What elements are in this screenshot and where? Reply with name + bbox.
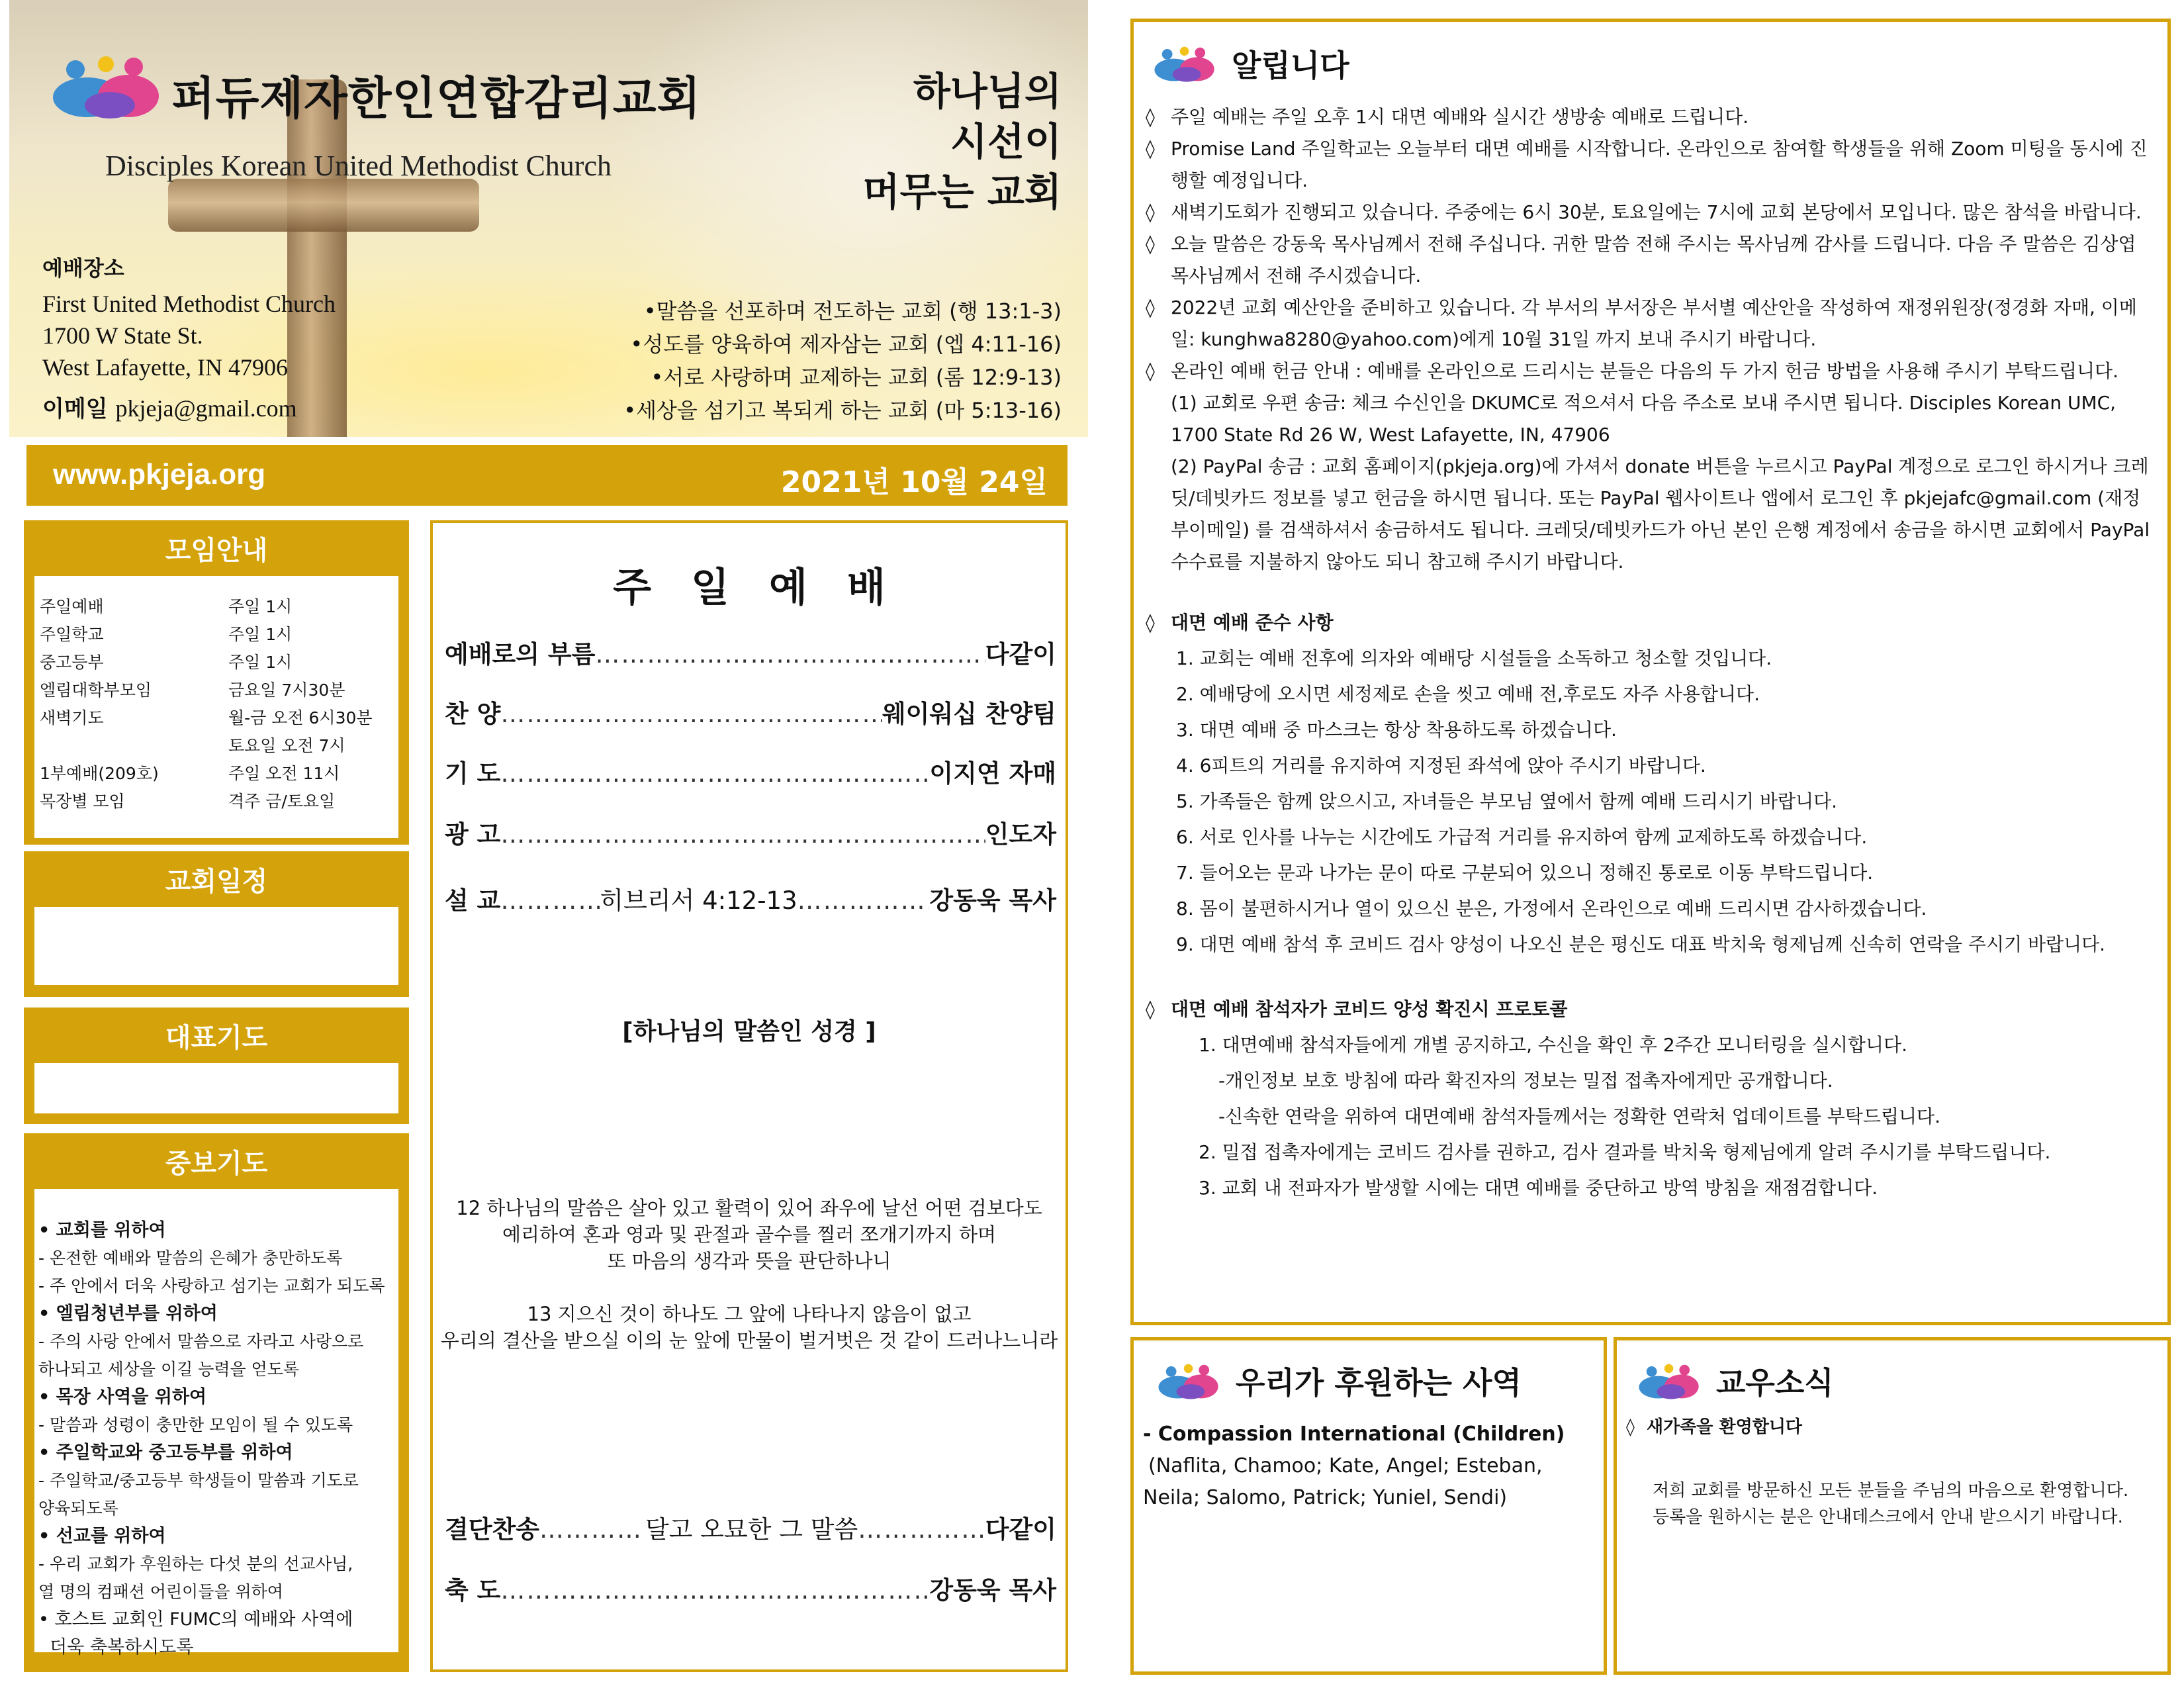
diamond-bullet-icon: ◊ bbox=[1146, 360, 1155, 382]
offering-method: (2) PayPal 송금 : 교회 홈페이지(pkjeja.org)에 가셔서 donate 버튼을 누르시고 PayPal 계정으로 로그인 하시거나 크레딧/데빗카드 정보를 넣고 헌금을 하시면 됩니다. 또는 PayPal 웹사이트나 앱에서 로그인 후 pkjejafc@gmail.com (재정부이메일) 를 검색하셔서 송금하셔도 됩니다. 크레딧/데빗카드가 아닌 본인 은행 계정에서 송금을 하시면 교회에서 PayPal 수수료를 지불하지 않아도 되니 참고해 주시기 바랍니다. bbox=[1171, 455, 2150, 573]
rule-item: 9. 대면 예배 참석 후 코비드 검사 양성이 나오신 분은 평신도 대표 박치욱 형제님께 신속히 연락을 주시기 바랍니다. bbox=[1176, 933, 2106, 955]
address-line: First United Methodist Church bbox=[42, 291, 336, 317]
mission-item: •성도를 양육하여 제자삼는 교회 (엡 4:11-16) bbox=[630, 332, 1062, 357]
intercession-panel bbox=[24, 1133, 409, 1672]
announcements-title: 알립니다 bbox=[1232, 48, 1349, 83]
slogan-line: 머무는 교회 bbox=[862, 169, 1062, 214]
order-row bbox=[445, 1509, 1056, 1545]
prayer-heading: • 교회를 위하여 bbox=[38, 1220, 166, 1241]
bulletin-header bbox=[9, 0, 1088, 437]
meeting-time: 월-금 오전 6시30분 bbox=[228, 708, 373, 727]
rep-prayer-panel bbox=[24, 1008, 409, 1124]
order-item: 기 도 bbox=[445, 759, 501, 788]
church-slogan bbox=[797, 66, 1062, 217]
protocol-item: -개인정보 보호 방침에 따라 확진자의 정보는 밀접 접촉자에게만 공개합니다. bbox=[1218, 1070, 1833, 1092]
rules-heading: ◊ 대면 예배 준수 사항 bbox=[1146, 607, 2157, 639]
fellowship-subheading: ◊ 새가족을 환영합니다 bbox=[1626, 1417, 1803, 1437]
meeting-row bbox=[40, 732, 392, 760]
meeting-row bbox=[40, 788, 392, 816]
schedule-panel bbox=[24, 851, 409, 997]
worship-title: 주일예배 bbox=[613, 565, 925, 611]
order-row bbox=[445, 634, 1056, 670]
bible-title: [하나님의 말씀인 성경 ] bbox=[622, 1018, 876, 1045]
prayer-line: - 온전한 예배와 말씀의 은혜가 충만하도록 bbox=[38, 1248, 343, 1268]
order-row bbox=[445, 814, 1056, 850]
schedule-body bbox=[34, 907, 398, 985]
order-leader: 강동욱 목사 bbox=[929, 886, 1056, 915]
support-body bbox=[1143, 1419, 1597, 1514]
diamond-bullet-icon: ◊ bbox=[1146, 201, 1155, 223]
diamond-bullet-icon: ◊ bbox=[1146, 297, 1155, 318]
worship-address bbox=[42, 288, 336, 383]
support-header bbox=[1156, 1359, 1597, 1403]
meeting-name: 주일학교 bbox=[40, 625, 104, 644]
meeting-name bbox=[40, 732, 228, 760]
meeting-name: 새벽기도 bbox=[40, 708, 104, 727]
fellowship-panel bbox=[1614, 1337, 2171, 1675]
prayer-line: 더욱 축복하시도록 bbox=[38, 1637, 194, 1658]
rep-prayer-body bbox=[34, 1063, 398, 1113]
meeting-time: 주일 오전 11시 bbox=[228, 764, 340, 783]
rule-item: 3. 대면 예배 중 마스크는 항상 착용하도록 하겠습니다. bbox=[1176, 719, 1617, 741]
mission-item: •서로 사랑하며 교제하는 교회 (롬 12:9-13) bbox=[651, 365, 1062, 390]
prayer-line: - 우리 교회가 후원하는 다섯 분의 선교사님, bbox=[38, 1554, 353, 1573]
diamond-bullet-icon: ◊ bbox=[1146, 612, 1155, 633]
prayer-heading: • 엘림청년부를 위하여 bbox=[38, 1303, 218, 1324]
church-name-english: Disciples Korean United Methodist Church bbox=[105, 150, 612, 182]
fellowship-body bbox=[1626, 1477, 2161, 1530]
meeting-name: 주일예배 bbox=[40, 597, 104, 616]
support-panel bbox=[1130, 1337, 1607, 1675]
fellowship-line: 등록을 원하시는 분은 안내데스크에서 안내 받으시기 바랍니다. bbox=[1653, 1507, 2123, 1527]
verse-line: 또 마음의 생각과 뜻을 판단하나니 bbox=[607, 1250, 891, 1272]
fellowship-line: 저희 교회를 방문하신 모든 분들을 주님의 마음으로 환영합니다. bbox=[1653, 1481, 2129, 1501]
meeting-name: 엘림대학부모임 bbox=[40, 680, 152, 700]
meetings-list bbox=[34, 576, 398, 838]
church-name: 퍼듀제자한인연합감리교회 bbox=[171, 72, 702, 125]
diamond-bullet-icon: ◊ bbox=[1146, 998, 1155, 1020]
meeting-row bbox=[40, 677, 392, 704]
announcement-item: ◊ Promise Land 주일학교는 오늘부터 대면 예배를 시작합니다. 온라인으로 참여할 학생들을 위해 Zoom 미팅을 동시에 진행할 예정입니다. bbox=[1146, 133, 2157, 197]
intercession-title: 중보기도 bbox=[165, 1149, 268, 1179]
announcements-header bbox=[1152, 42, 2157, 85]
rep-prayer-title: 대표기도 bbox=[165, 1023, 268, 1053]
order-item: 광 고 bbox=[445, 820, 501, 849]
order-item: 찬 양 bbox=[445, 700, 501, 728]
worship-order-panel bbox=[430, 520, 1068, 1672]
prayer-heading: • 목장 사역을 위하여 bbox=[38, 1387, 207, 1407]
address-line: West Lafayette, IN 47906 bbox=[42, 354, 288, 381]
verse-line: 12 하나님의 말씀은 살아 있고 활력이 있어 좌우에 날선 어떤 검보다도 bbox=[456, 1197, 1042, 1219]
meeting-row bbox=[40, 593, 392, 621]
protocol-item: 3. 교회 내 전파자가 발생할 시에는 대면 예배를 중단하고 방역 방침을 재점검합니다. bbox=[1199, 1177, 1878, 1199]
slogan-line: 하나님의 bbox=[913, 69, 1062, 114]
fellowship-header bbox=[1637, 1359, 2161, 1403]
meeting-time: 주일 1시 bbox=[228, 597, 293, 616]
meeting-time: 주일 1시 bbox=[228, 625, 293, 644]
rule-item: 1. 교회는 예배 전후에 의자와 예배당 시설들을 소독하고 청소할 것입니다. bbox=[1176, 647, 1772, 669]
order-leader: 웨이워십 찬양팀 bbox=[882, 700, 1056, 728]
meeting-row bbox=[40, 649, 392, 677]
meeting-name: 중고등부 bbox=[40, 653, 104, 672]
protocol-item: 2. 밀접 접촉자에게는 코비드 검사를 권하고, 검사 결과를 박치욱 형제님에게 알려 주시기를 부탁드립니다. bbox=[1199, 1141, 2051, 1163]
slogan-line: 시선이 bbox=[950, 119, 1062, 164]
meetings-title: 모임안내 bbox=[165, 536, 268, 566]
prayer-heading: • 주일학교와 중고등부를 위하여 bbox=[38, 1442, 293, 1463]
worship-place-label: 예배장소 bbox=[42, 256, 124, 281]
mission-item: •세상을 섬기고 복되게 하는 교회 (마 5:13-16) bbox=[623, 398, 1062, 423]
church-logo-icon bbox=[49, 50, 161, 122]
announcement-item: ◊ 온라인 예배 헌금 안내 : 예배를 온라인으로 드리시는 분들은 다음의 두 가지 헌금 방법을 사용해 주시기 부탁드립니다. bbox=[1146, 355, 2157, 387]
meeting-time: 주일 1시 bbox=[228, 653, 293, 672]
verse-line: 예리하여 혼과 영과 및 관절과 골수를 찔러 쪼개기까지 하며 bbox=[502, 1223, 997, 1246]
email-line bbox=[42, 391, 297, 423]
protocol-heading: ◊ 대면 예배 참석자가 코비드 양성 확진시 프로토콜 bbox=[1146, 994, 2157, 1025]
prayer-line: 열 명의 컴패션 어린이들을 위하여 bbox=[38, 1582, 283, 1601]
order-row bbox=[445, 1570, 1056, 1606]
order-leader: 이지연 자매 bbox=[929, 759, 1056, 788]
announcement-item: ◊ 오늘 말씀은 강동욱 목사님께서 전해 주십니다. 귀한 말씀 전해 주시는 목사님께 감사를 드립니다. 다음 주 말씀은 김상엽 목사님께서 전해 주시겠습니다. bbox=[1146, 228, 2157, 292]
meeting-time: 격주 금/토요일 bbox=[228, 792, 336, 811]
meeting-row bbox=[40, 621, 392, 649]
announcement-item: ◊ 주일 예배는 주일 오후 1시 대면 예배와 실시간 생방송 예배로 드립니다. bbox=[1146, 101, 2157, 133]
intercession-list bbox=[34, 1189, 398, 1658]
announcement-item: ◊ 2022년 교회 예산안을 준비하고 있습니다. 각 부서의 부서장은 부서별 예산안을 작성하여 재정위원장(정경화 자매, 이메일: kunghwa8280@yahoo.com)에게 10월 31일 까지 보내 주시기 바랍니다. bbox=[1146, 292, 2157, 355]
mission-item: •말씀을 선포하며 전도하는 교회 (행 13:1-3) bbox=[643, 299, 1062, 324]
rule-item: 4. 6피트의 거리를 유지하여 지정된 좌석에 앉아 주시기 바랍니다. bbox=[1176, 755, 1706, 776]
rule-item: 8. 몸이 불편하시거나 열이 있으신 분은, 가정에서 온라인으로 예배 드리시면 감사하겠습니다. bbox=[1176, 898, 1927, 919]
order-row bbox=[445, 753, 1056, 789]
meeting-row bbox=[40, 704, 392, 732]
meeting-row bbox=[40, 760, 392, 788]
prayer-line: 양육되도록 bbox=[38, 1499, 118, 1518]
meeting-name: 1부예배(209호) bbox=[40, 764, 159, 783]
announcement-item: ◊ 새벽기도회가 진행되고 있습니다. 주중에는 6시 30분, 토요일에는 7시에 교회 본당에서 모입니다. 많은 참석을 바랍니다. bbox=[1146, 197, 2157, 228]
order-item: 결단찬송 bbox=[445, 1515, 539, 1544]
order-item: 예배로의 부름 bbox=[445, 640, 596, 669]
church-logo-icon bbox=[1156, 1360, 1220, 1401]
website-link[interactable]: www.pkjeja.org bbox=[53, 458, 266, 491]
scripture-text bbox=[439, 1195, 1059, 1354]
bulletin-date: 2021년 10월 24일 bbox=[780, 465, 1048, 499]
rule-item: 2. 예배당에 오시면 세정제로 손을 씻고 예배 전,후로도 자주 사용합니다. bbox=[1176, 683, 1760, 705]
meeting-time: 토요일 오전 7시 bbox=[228, 736, 345, 755]
address-line: 1700 W State St. bbox=[42, 322, 203, 349]
support-line: - Compassion International (Children) bbox=[1143, 1423, 1565, 1446]
order-leader: 인도자 bbox=[985, 820, 1056, 849]
email-label: 이메일 bbox=[42, 396, 108, 422]
offering-method: (1) 교회로 우편 송금: 체크 수신인을 DKUMC로 적으셔서 다음 주소로 보내 주시면 됩니다. Disciples Korean UMC, 1700 State Rd 26 W, West Lafayette, IN, 47906 bbox=[1171, 392, 2116, 445]
diamond-bullet-icon: ◊ bbox=[1146, 233, 1155, 255]
rule-item: 7. 들어오는 문과 나가는 문이 따로 구분되어 있으니 정해진 통로로 이동 부탁드립니다. bbox=[1176, 862, 1874, 884]
website-date-bar bbox=[26, 445, 1068, 506]
support-line: (Naflita, Chamoo; Kate, Angel; Esteban, bbox=[1148, 1454, 1543, 1477]
closing-hymn: 달고 오묘한 그 말씀 bbox=[645, 1515, 858, 1544]
rule-item: 6. 서로 인사를 나누는 시간에도 가급적 거리를 유지하여 함께 교제하도록 하겠습니다. bbox=[1176, 826, 1868, 848]
cross-image-bar bbox=[168, 179, 479, 232]
order-row bbox=[445, 694, 1056, 729]
meeting-time: 금요일 7시30분 bbox=[228, 680, 345, 700]
diamond-bullet-icon: ◊ bbox=[1146, 106, 1155, 128]
announcement-list bbox=[1146, 101, 2157, 1204]
support-line: Neila; Salomo, Patrick; Yuniel, Sendi) bbox=[1143, 1486, 1508, 1509]
meeting-name: 목장별 모임 bbox=[40, 792, 125, 811]
fellowship-title: 교우소식 bbox=[1716, 1365, 1834, 1401]
order-leader: 다같이 bbox=[985, 1515, 1056, 1544]
protocol-item: 1. 대면예배 참석자들에게 개별 공지하고, 수신을 확인 후 2주간 모니터링을 실시합니다. bbox=[1199, 1034, 1907, 1056]
order-leader: 다같이 bbox=[985, 640, 1056, 669]
prayer-line: 하나되고 세상을 이길 능력을 얻도록 bbox=[38, 1360, 300, 1379]
support-title: 우리가 후원하는 사역 bbox=[1236, 1365, 1522, 1401]
church-logo-icon bbox=[1152, 43, 1216, 84]
prayer-line: - 주의 사랑 안에서 말씀으로 자라고 사랑으로 bbox=[38, 1332, 364, 1351]
prayer-heading: • 선교를 위하여 bbox=[38, 1526, 166, 1546]
verse-line: 우리의 결산을 받으실 이의 눈 앞에 만물이 벌거벗은 것 같이 드러나느니라 bbox=[440, 1329, 1058, 1352]
order-row bbox=[445, 880, 1056, 916]
order-item: 설 교 bbox=[445, 886, 501, 915]
order-leader: 강동욱 목사 bbox=[929, 1576, 1056, 1605]
prayer-line: • 호스트 교회인 FUMC의 예배와 사역에 bbox=[38, 1609, 353, 1630]
schedule-title: 교회일정 bbox=[165, 867, 268, 897]
protocol-item: -신속한 연락을 위하여 대면예배 참석자들께서는 정확한 연락처 업데이트를 부탁드립니다. bbox=[1218, 1105, 1940, 1127]
mission-statements bbox=[552, 295, 1062, 427]
meetings-panel bbox=[24, 520, 409, 845]
verse-line: 13 지으신 것이 하나도 그 앞에 나타나지 않음이 없고 bbox=[527, 1303, 972, 1325]
prayer-line: - 말씀과 성령이 충만한 모임이 될 수 있도록 bbox=[38, 1415, 353, 1434]
diamond-bullet-icon: ◊ bbox=[1146, 138, 1155, 160]
email-link[interactable]: pkjeja@gmail.com bbox=[115, 395, 297, 422]
church-logo-icon bbox=[1637, 1360, 1700, 1401]
prayer-line: - 주 안에서 더욱 사랑하고 섬기는 교회가 되도록 bbox=[38, 1276, 385, 1295]
cross-image bbox=[287, 79, 347, 437]
order-item: 축 도 bbox=[445, 1576, 501, 1605]
sermon-passage: 히브리서 4:12-13 bbox=[600, 886, 797, 915]
prayer-line: - 주일학교/중고등부 학생들이 말씀과 기도로 bbox=[38, 1471, 359, 1490]
rule-item: 5. 가족들은 함께 앉으시고, 자녀들은 부모님 옆에서 함께 예배 드리시기 바랍니다. bbox=[1176, 790, 1838, 812]
announcements-panel bbox=[1130, 19, 2171, 1325]
